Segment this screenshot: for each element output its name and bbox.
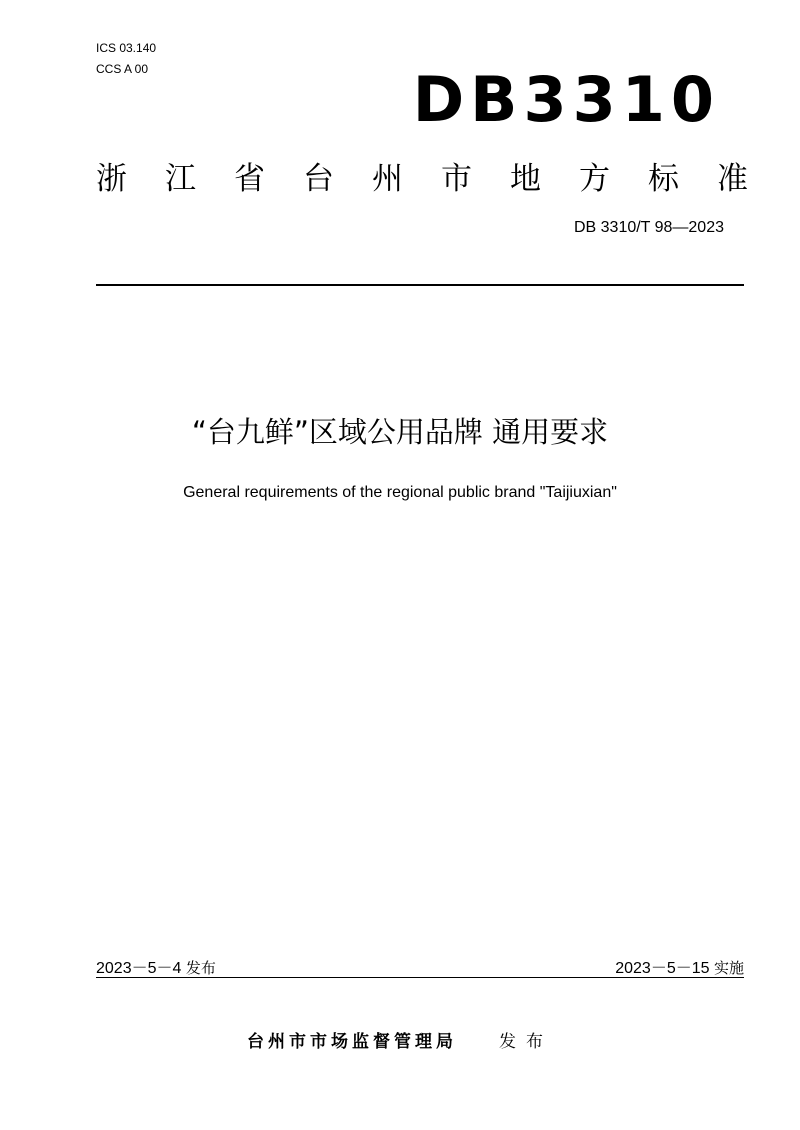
ics-number: ICS 03.140 [96, 41, 157, 55]
issuer-line [0, 1030, 800, 1054]
document-title: “台九鲜”区域公用品牌 通用要求 [191, 415, 609, 449]
standard-number: DB 3310/T 98—2023 [573, 219, 724, 236]
issue-label: 发布 [499, 1032, 553, 1052]
standard-type-char: 准 [717, 161, 748, 197]
effective-label: 实施 [713, 959, 744, 977]
standard-type-char: 市 [441, 161, 472, 197]
publish-label: 发布 [185, 959, 216, 977]
standard-type-char: 江 [165, 161, 196, 197]
standard-type-char: 标 [648, 161, 679, 197]
publish-date: 2023－5－4 [96, 960, 182, 977]
standard-type-char: 省 [234, 161, 265, 197]
ccs-number: CCS A 00 [96, 62, 149, 76]
document-title-english: General requirements of the regional public brand "Taijiuxian" [183, 484, 617, 501]
standard-type-char: 方 [579, 161, 610, 197]
dates-divider [96, 977, 744, 978]
issuing-authority: 台州市市场监督管理局 [247, 1032, 457, 1052]
effective-date: 2023－5－15 [615, 960, 710, 977]
standard-type-char: 浙 [96, 161, 127, 197]
header-divider [96, 284, 744, 286]
standard-code: DB3310 [412, 63, 720, 136]
standard-type-char: 地 [510, 161, 541, 197]
standard-type [96, 159, 748, 199]
standard-type-char: 州 [372, 161, 403, 197]
standard-type-char: 台 [303, 161, 334, 197]
